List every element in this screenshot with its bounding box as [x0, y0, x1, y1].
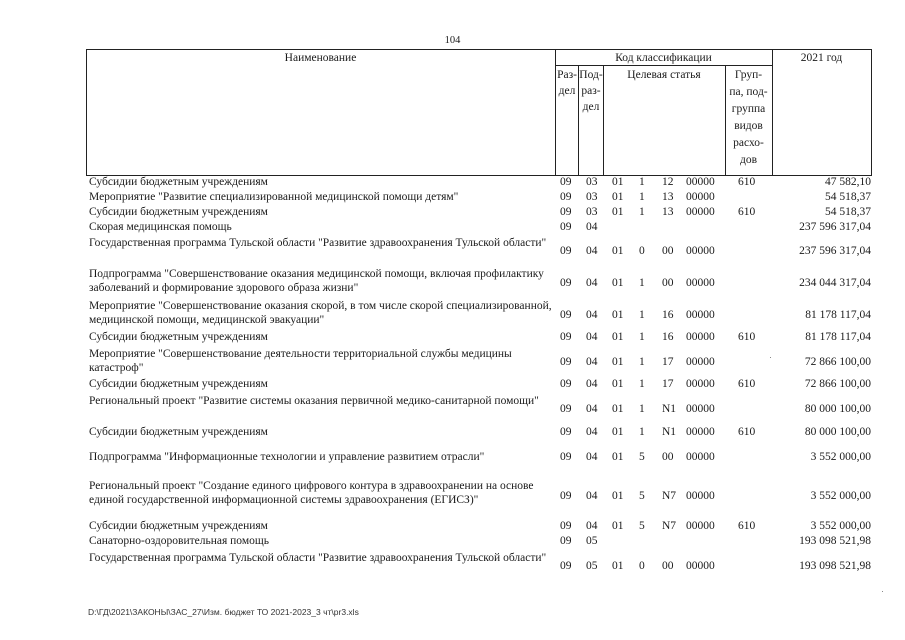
row-name: Скорая медицинская помощь [89, 221, 232, 233]
row-name: Региональный проект "Создание единого цифрового контура в здравоохранении на основе единой государственной информационной системы здравоохранения (ЕГИСЗ)" [89, 480, 534, 506]
row-name: Подпрограмма "Совершенствование оказания медицинской помощи, включая профилактику заболеваний и формирование здорового образа жизни" [89, 268, 544, 294]
row-target-direction: 00000 [686, 520, 715, 532]
row-name: Государственная программа Тульской области "Развитие здравоохранения Тульской области" [89, 237, 547, 249]
row-podrazdel: 04 [586, 451, 598, 463]
row-amount: 3 552 000,00 [810, 490, 871, 502]
row-target-subprogram: 1 [639, 176, 645, 188]
row-target-subprogram: 1 [639, 191, 645, 203]
row-amount: 237 596 317,04 [799, 221, 871, 233]
row-name: Региональный проект "Развитие системы оказания первичной медико-санитарной помощи" [89, 395, 539, 407]
header-target: Целевая статья [627, 69, 701, 81]
row-target-program: 01 [612, 520, 624, 532]
row-name: Подпрограмма "Информационные технологии и управление развитием отрасли" [89, 451, 485, 463]
row-razdel: 09 [560, 309, 572, 321]
row-amount: 72 866 100,00 [804, 356, 871, 368]
row-target-event: 00 [662, 277, 674, 289]
row-target-direction: 00000 [686, 176, 715, 188]
row-target-event: 13 [662, 191, 674, 203]
row-target-subprogram: 0 [639, 560, 645, 572]
row-target-event: N7 [662, 490, 677, 502]
row-expense-group: 610 [738, 176, 756, 188]
row-razdel: 09 [560, 277, 572, 289]
row-target-direction: 00000 [686, 277, 715, 289]
row-target-event: 17 [662, 378, 674, 390]
row-podrazdel: 03 [586, 191, 598, 203]
row-name: Субсидии бюджетным учреждениям [89, 206, 268, 218]
row-target-event: 16 [662, 331, 674, 343]
row-podrazdel: 04 [586, 356, 598, 368]
row-target-program: 01 [612, 403, 624, 415]
row-target-program: 01 [612, 309, 624, 321]
row-target-event: N1 [662, 403, 677, 415]
row-name: Субсидии бюджетным учреждениям [89, 331, 268, 343]
row-amount: 54 518,37 [825, 206, 871, 218]
row-amount: 237 596 317,04 [799, 245, 871, 257]
row-amount: 234 044 317,04 [799, 277, 871, 289]
row-razdel: 09 [560, 451, 572, 463]
row-target-subprogram: 5 [639, 451, 645, 463]
scan-speck [882, 591, 883, 592]
row-target-direction: 00000 [686, 403, 715, 415]
row-target-event: 00 [662, 451, 674, 463]
row-podrazdel: 03 [586, 206, 598, 218]
row-target-direction: 00000 [686, 245, 715, 257]
row-amount: 80 000 100,00 [804, 403, 871, 415]
row-name: Мероприятие "Развитие специализированной медицинской помощи детям" [89, 191, 459, 203]
row-razdel: 09 [560, 403, 572, 415]
header-year: 2021 год [800, 52, 843, 64]
row-amount: 3 552 000,00 [810, 520, 871, 532]
row-target-subprogram: 1 [639, 378, 645, 390]
row-target-subprogram: 1 [639, 331, 645, 343]
row-amount: 54 518,37 [825, 191, 871, 203]
row-target-subprogram: 5 [639, 490, 645, 502]
row-target-subprogram: 5 [639, 520, 645, 532]
row-target-subprogram: 1 [639, 309, 645, 321]
row-amount: 81 178 117,04 [805, 309, 871, 321]
row-expense-group: 610 [738, 520, 756, 532]
row-amount: 72 866 100,00 [804, 378, 871, 390]
row-podrazdel: 04 [586, 520, 598, 532]
row-razdel: 09 [560, 490, 572, 502]
row-razdel: 09 [560, 331, 572, 343]
row-podrazdel: 04 [586, 426, 598, 438]
row-target-event: N7 [662, 520, 677, 532]
row-razdel: 09 [560, 176, 572, 188]
row-target-subprogram: 1 [639, 403, 645, 415]
header-group: Груп- па, под- группа видов расхо- дов [729, 69, 768, 166]
row-target-event: 13 [662, 206, 674, 218]
row-podrazdel: 03 [586, 176, 598, 188]
row-razdel: 09 [560, 378, 572, 390]
row-target-subprogram: 1 [639, 426, 645, 438]
row-target-direction: 00000 [686, 309, 715, 321]
row-target-event: 17 [662, 356, 674, 368]
row-razdel: 09 [560, 356, 572, 368]
header-name: Наименование [284, 52, 357, 64]
row-target-direction: 00000 [686, 560, 715, 572]
row-target-event: 00 [662, 560, 674, 572]
row-name: Субсидии бюджетным учреждениям [89, 426, 268, 438]
scan-speck [770, 357, 771, 358]
row-target-direction: 00000 [686, 426, 715, 438]
row-expense-group: 610 [738, 331, 756, 343]
row-target-program: 01 [612, 560, 624, 572]
row-amount: 47 582,10 [825, 176, 871, 188]
row-amount: 81 178 117,04 [805, 331, 871, 343]
row-target-direction: 00000 [686, 191, 715, 203]
footer-path: D:\ГД\2021\ЗАКОНЫ\ЗАС_27\Изм. бюджет ТО 2021-2023_3 чт\pr3.xls [88, 607, 359, 617]
header-code: Код классификации [615, 52, 712, 64]
row-target-program: 01 [612, 176, 624, 188]
page-number: 104 [444, 35, 461, 46]
row-name: Государственная программа Тульской области "Развитие здравоохранения Тульской области" [89, 552, 547, 564]
row-target-event: N1 [662, 426, 677, 438]
row-target-direction: 00000 [686, 490, 715, 502]
row-target-program: 01 [612, 378, 624, 390]
row-razdel: 09 [560, 520, 572, 532]
row-podrazdel: 04 [586, 245, 598, 257]
row-podrazdel: 04 [586, 378, 598, 390]
row-target-event: 16 [662, 309, 674, 321]
header-razdel: Раз- дел [557, 69, 577, 97]
row-podrazdel: 04 [586, 309, 598, 321]
header-podrazdel: Под- раз- дел [579, 69, 603, 113]
row-target-subprogram: 0 [639, 245, 645, 257]
row-podrazdel: 04 [586, 331, 598, 343]
row-name: Мероприятие "Совершенствование оказания скорой, в том числе скорой специализированной, медицинской помощи, медицинской эвакуации" [89, 300, 552, 326]
row-target-direction: 00000 [686, 356, 715, 368]
row-target-direction: 00000 [686, 331, 715, 343]
row-target-subprogram: 1 [639, 356, 645, 368]
row-amount: 193 098 521,98 [799, 535, 871, 547]
row-podrazdel: 05 [586, 535, 598, 547]
row-target-subprogram: 1 [639, 206, 645, 218]
row-podrazdel: 04 [586, 490, 598, 502]
row-target-direction: 00000 [686, 206, 715, 218]
row-name: Санаторно-оздоровительная помощь [89, 535, 269, 547]
row-target-program: 01 [612, 451, 624, 463]
row-target-event: 00 [662, 245, 674, 257]
row-target-subprogram: 1 [639, 277, 645, 289]
row-podrazdel: 04 [586, 221, 598, 233]
row-podrazdel: 04 [586, 277, 598, 289]
row-target-program: 01 [612, 277, 624, 289]
row-razdel: 09 [560, 560, 572, 572]
row-expense-group: 610 [738, 206, 756, 218]
row-target-direction: 00000 [686, 378, 715, 390]
row-target-program: 01 [612, 490, 624, 502]
row-target-direction: 00000 [686, 451, 715, 463]
row-amount: 3 552 000,00 [810, 451, 871, 463]
row-razdel: 09 [560, 535, 572, 547]
row-amount: 193 098 521,98 [799, 560, 871, 572]
row-target-program: 01 [612, 191, 624, 203]
row-target-program: 01 [612, 331, 624, 343]
row-expense-group: 610 [738, 426, 756, 438]
row-razdel: 09 [560, 426, 572, 438]
row-target-program: 01 [612, 426, 624, 438]
row-expense-group: 610 [738, 378, 756, 390]
row-podrazdel: 04 [586, 403, 598, 415]
row-target-program: 01 [612, 206, 624, 218]
row-target-program: 01 [612, 356, 624, 368]
row-target-program: 01 [612, 245, 624, 257]
row-name: Субсидии бюджетным учреждениям [89, 378, 268, 390]
row-name: Субсидии бюджетным учреждениям [89, 520, 268, 532]
row-name: Субсидии бюджетным учреждениям [89, 176, 268, 188]
row-razdel: 09 [560, 245, 572, 257]
row-podrazdel: 05 [586, 560, 598, 572]
row-razdel: 09 [560, 221, 572, 233]
row-name: Мероприятие "Совершенствование деятельности территориальной службы медицины катастроф" [89, 348, 512, 374]
row-razdel: 09 [560, 191, 572, 203]
row-amount: 80 000 100,00 [804, 426, 871, 438]
row-razdel: 09 [560, 206, 572, 218]
row-target-event: 12 [662, 176, 674, 188]
